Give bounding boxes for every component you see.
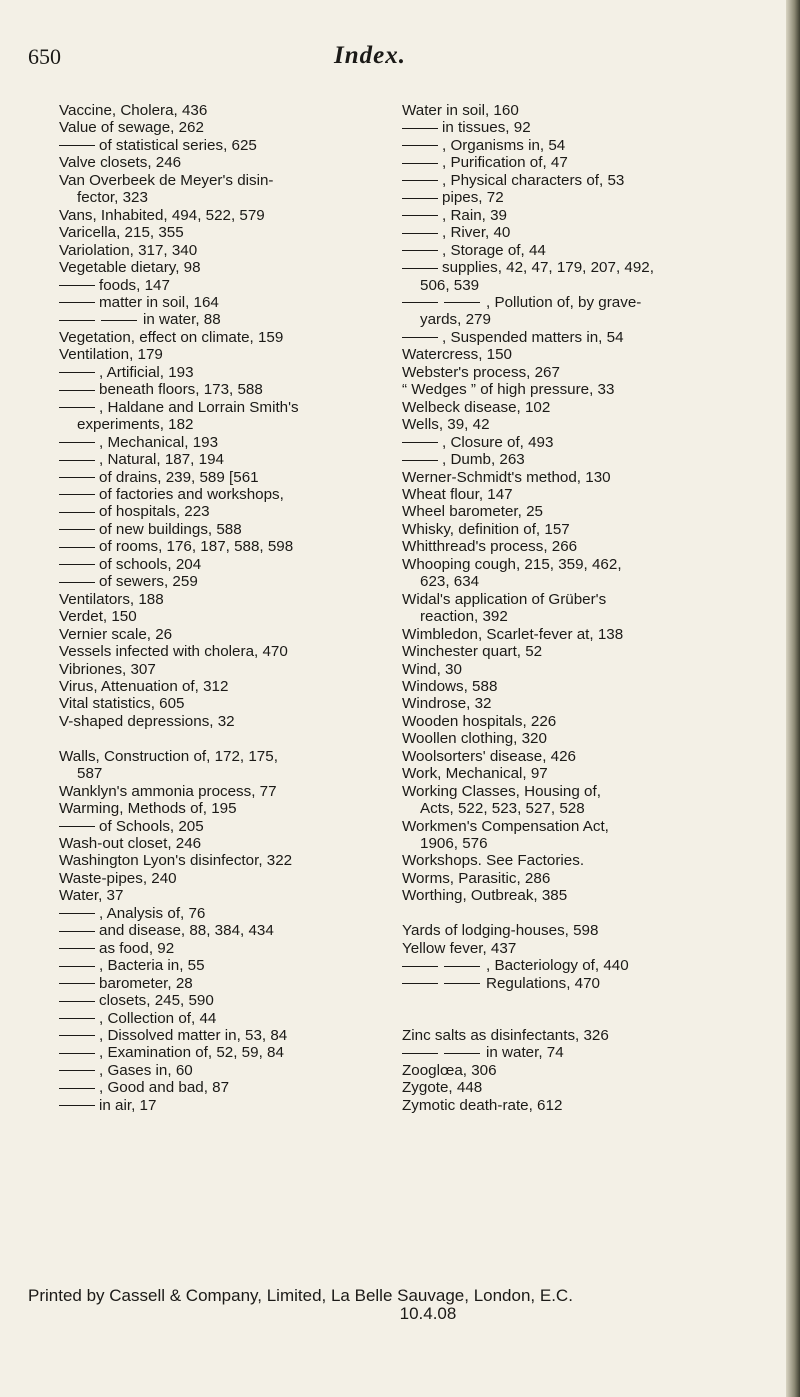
- entry-text: of Schools, 205: [99, 817, 204, 835]
- repeat-dash: [59, 372, 95, 373]
- index-subentry: [59, 1062, 389, 1079]
- entry-text: supplies, 42, 47, 179, 207, 492,: [442, 259, 654, 277]
- imprint-text: Printed by Cassell & Company, Limited, La Belle Sauvage, London, E.C.: [28, 1286, 573, 1305]
- index-entry: [402, 381, 778, 398]
- entry-text: in water, 74: [486, 1044, 564, 1062]
- repeat-dash: [59, 1053, 95, 1054]
- repeat-dash: [402, 180, 438, 181]
- repeat-dash: [59, 1035, 95, 1036]
- repeat-dash: [59, 320, 95, 321]
- index-subentry: [59, 381, 389, 398]
- entry-text: Warming, Methods of, 195: [59, 800, 237, 818]
- repeat-dash: [59, 1105, 95, 1106]
- entry-text: Wind, 30: [402, 660, 462, 678]
- index-subentry: [402, 242, 778, 259]
- index-entry: [402, 399, 778, 416]
- repeat-dash: [402, 198, 438, 199]
- entry-text: Washington Lyon's disinfector, 322: [59, 852, 293, 870]
- entry-text: foods, 147: [99, 276, 170, 294]
- index-subentry: [402, 189, 778, 206]
- index-entry: [59, 800, 389, 817]
- repeat-dash: [402, 145, 438, 146]
- entry-text: of factories and workshops,: [99, 485, 284, 503]
- entry-text: Vernier scale, 26: [59, 625, 173, 643]
- entry-text: experiments, 182: [77, 416, 194, 434]
- index-entry: [59, 643, 389, 660]
- index-subentry: [59, 1027, 389, 1044]
- entry-text: , Organisms in, 54: [442, 136, 566, 154]
- entry-text: “ Wedges ” of high pressure, 33: [402, 381, 615, 399]
- index-subentry: [59, 905, 389, 922]
- entry-text: Worms, Parasitic, 286: [402, 869, 551, 887]
- repeat-dash: [59, 442, 95, 443]
- repeat-dash: [59, 983, 95, 984]
- index-entry-continuation: [59, 416, 389, 433]
- index-entry: [59, 835, 389, 852]
- index-entry: [402, 346, 778, 363]
- index-subentry: [59, 364, 389, 381]
- entry-text: Working Classes, Housing of,: [402, 782, 601, 800]
- repeat-dash: [402, 966, 438, 967]
- repeat-dash: [402, 233, 438, 234]
- repeat-dash: [59, 145, 95, 146]
- entry-text: , Dissolved matter in, 53, 84: [99, 1027, 288, 1044]
- index-entry-continuation: [402, 277, 778, 294]
- index-subentry: [402, 172, 778, 189]
- entry-text: Windrose, 32: [402, 695, 492, 713]
- entry-text: Vegetable dietary, 98: [59, 259, 201, 277]
- index-entry: [402, 626, 778, 643]
- entry-text: Wells, 39, 42: [402, 416, 490, 434]
- index-subentry: [59, 486, 389, 503]
- entry-text: Yellow fever, 437: [402, 939, 517, 957]
- entry-text: Whisky, definition of, 157: [402, 520, 570, 538]
- entry-text: , Suspended matters in, 54: [442, 328, 624, 346]
- entry-text: Acts, 522, 523, 527, 528: [420, 800, 585, 818]
- index-entry-continuation: [402, 608, 778, 625]
- entry-text: Valve closets, 246: [59, 154, 182, 172]
- entry-text: Vegetation, effect on climate, 159: [59, 328, 284, 346]
- repeat-dash: [59, 564, 95, 565]
- page-number: 650: [28, 44, 61, 69]
- running-title: Index.: [334, 42, 406, 69]
- index-entry: [59, 329, 389, 346]
- index-entry: [402, 503, 778, 520]
- entry-text: reaction, 392: [420, 608, 508, 626]
- index-subentry: [59, 521, 389, 538]
- entry-text: , Pollution of, by grave-: [486, 293, 642, 311]
- entry-text: Waste-pipes, 240: [59, 869, 177, 887]
- repeat-dash: [444, 983, 480, 984]
- repeat-dash: [59, 1001, 95, 1002]
- index-entry: [402, 1097, 778, 1114]
- index-entry: [402, 695, 778, 712]
- index-entry-continuation: [402, 573, 778, 590]
- entry-text: Zinc salts as disinfectants, 326: [402, 1026, 609, 1044]
- index-entry: [402, 922, 778, 939]
- index-entry-continuation: [402, 311, 778, 328]
- index-entry: [59, 695, 389, 712]
- entry-text: Workshops. See Factories.: [402, 852, 585, 870]
- entry-text: Workmen's Compensation Act,: [402, 817, 609, 835]
- index-entry: [402, 765, 778, 782]
- index-column-left: [59, 102, 389, 1114]
- blank-line: [402, 1010, 778, 1027]
- entry-text: fector, 323: [77, 189, 148, 207]
- entry-text: , Gases in, 60: [99, 1061, 193, 1079]
- index-subentry: [402, 1044, 778, 1061]
- repeat-dash: [59, 913, 95, 914]
- entry-text: Water, 37: [59, 887, 124, 905]
- index-subentry: [402, 259, 778, 276]
- entry-text: Zygote, 448: [402, 1079, 483, 1097]
- index-subentry: [59, 311, 389, 328]
- index-entry: [59, 626, 389, 643]
- entry-text: Yards of lodging-houses, 598: [402, 922, 599, 940]
- index-entry: [402, 887, 778, 904]
- repeat-dash: [402, 337, 438, 338]
- entry-text: Water in soil, 160: [402, 102, 519, 119]
- index-subentry: [59, 434, 389, 451]
- index-subentry: [59, 399, 389, 416]
- entry-text: Vaccine, Cholera, 436: [59, 102, 208, 119]
- index-entry: [59, 259, 389, 276]
- entry-text: , Purification of, 47: [442, 154, 568, 172]
- book-spine-edge: [786, 0, 800, 1397]
- entry-text: barometer, 28: [99, 974, 193, 992]
- repeat-dash: [444, 302, 480, 303]
- index-subentry: [59, 1097, 389, 1114]
- index-entry: [402, 713, 778, 730]
- entry-text: Vessels infected with cholera, 470: [59, 643, 288, 661]
- repeat-dash: [59, 302, 95, 303]
- repeat-dash: [402, 163, 438, 164]
- index-entry: [402, 556, 778, 573]
- entry-text: , Natural, 187, 194: [99, 451, 224, 469]
- entry-text: Ventilation, 179: [59, 346, 163, 364]
- index-entry: [59, 661, 389, 678]
- index-entry: [59, 242, 389, 259]
- entry-text: Winchester quart, 52: [402, 643, 543, 661]
- index-entry: [402, 783, 778, 800]
- index-subentry: [59, 1079, 389, 1096]
- entry-text: Verdet, 150: [59, 608, 137, 626]
- repeat-dash: [402, 983, 438, 984]
- index-subentry: [59, 137, 389, 154]
- index-entry: [402, 818, 778, 835]
- entry-text: Windows, 588: [402, 677, 498, 695]
- entry-text: Variolation, 317, 340: [59, 241, 198, 259]
- entry-text: of new buildings, 588: [99, 520, 242, 538]
- index-entry: [402, 538, 778, 555]
- index-entry: [402, 678, 778, 695]
- index-entry: [402, 1027, 778, 1044]
- index-entry: [59, 154, 389, 171]
- entry-text: Varicella, 215, 355: [59, 224, 184, 242]
- entry-text: Vibriones, 307: [59, 660, 156, 678]
- index-entry: [59, 119, 389, 136]
- index-subentry: [402, 137, 778, 154]
- repeat-dash: [59, 826, 95, 827]
- entry-text: Wheat flour, 147: [402, 485, 513, 503]
- entry-text: in water, 88: [143, 311, 221, 329]
- index-subentry: [402, 975, 778, 992]
- index-subentry: [59, 975, 389, 992]
- index-subentry: [59, 957, 389, 974]
- entry-text: Webster's process, 267: [402, 363, 560, 381]
- entry-text: Van Overbeek de Meyer's disin-: [59, 171, 274, 189]
- entry-text: Virus, Attenuation of, 312: [59, 677, 229, 695]
- repeat-dash: [402, 460, 438, 461]
- entry-text: of schools, 204: [99, 555, 202, 573]
- entry-text: of hospitals, 223: [99, 503, 210, 521]
- index-subentry: [402, 329, 778, 346]
- index-entry: [402, 852, 778, 869]
- entry-text: Value of sewage, 262: [59, 119, 204, 137]
- entry-text: in tissues, 92: [442, 119, 531, 137]
- repeat-dash: [59, 931, 95, 932]
- index-subentry: [59, 556, 389, 573]
- entry-text: , Dumb, 263: [442, 451, 525, 469]
- index-entry: [59, 346, 389, 363]
- repeat-dash: [59, 460, 95, 461]
- index-subentry: [59, 469, 389, 486]
- entry-text: Werner-Schmidt's method, 130: [402, 468, 611, 486]
- index-entry: [59, 678, 389, 695]
- index-subentry: [402, 224, 778, 241]
- index-subentry: [59, 451, 389, 468]
- index-subentry: [59, 277, 389, 294]
- entry-text: closets, 245, 590: [99, 992, 214, 1010]
- entry-text: of statistical series, 625: [99, 136, 257, 154]
- repeat-dash: [59, 285, 95, 286]
- repeat-dash: [59, 1070, 95, 1071]
- index-subentry: [59, 503, 389, 520]
- repeat-dash: [59, 966, 95, 967]
- entry-text: Vans, Inhabited, 494, 522, 579: [59, 206, 265, 224]
- entry-text: , Examination of, 52, 59, 84: [99, 1044, 284, 1062]
- entry-text: , Closure of, 493: [442, 433, 554, 451]
- index-entry: [59, 207, 389, 224]
- repeat-dash: [59, 477, 95, 478]
- index-entry: [59, 852, 389, 869]
- repeat-dash: [59, 512, 95, 513]
- blank-line: [402, 905, 778, 922]
- repeat-dash: [402, 302, 438, 303]
- entry-text: , River, 40: [442, 224, 511, 242]
- index-entry: [402, 486, 778, 503]
- index-entry: [59, 224, 389, 241]
- repeat-dash: [59, 407, 95, 408]
- index-entry: [59, 748, 389, 765]
- entry-text: Walls, Construction of, 172, 175,: [59, 747, 278, 765]
- repeat-dash: [59, 494, 95, 495]
- entry-text: , Analysis of, 76: [99, 904, 206, 922]
- index-entry-continuation: [59, 189, 389, 206]
- entry-text: Worthing, Outbreak, 385: [402, 887, 568, 905]
- entry-text: of rooms, 176, 187, 588, 598: [99, 538, 294, 556]
- entry-text: , Storage of, 44: [442, 241, 546, 259]
- index-subentry: [402, 294, 778, 311]
- entry-text: Regulations, 470: [486, 974, 600, 992]
- index-entry: [402, 416, 778, 433]
- entry-text: Wheel barometer, 25: [402, 503, 543, 521]
- blank-line: [402, 992, 778, 1009]
- entry-text: in air, 17: [99, 1096, 157, 1114]
- index-subentry: [402, 119, 778, 136]
- repeat-dash: [402, 128, 438, 129]
- entry-text: Zooglœa, 306: [402, 1061, 497, 1079]
- entry-text: , Rain, 39: [442, 206, 508, 224]
- entry-text: Wooden hospitals, 226: [402, 712, 557, 730]
- entry-text: , Good and bad, 87: [99, 1079, 230, 1097]
- repeat-dash: [444, 1053, 480, 1054]
- index-entry: [59, 172, 389, 189]
- repeat-dash: [59, 582, 95, 583]
- repeat-dash: [59, 529, 95, 530]
- entry-text: Wanklyn's ammonia process, 77: [59, 782, 277, 800]
- print-date: 10.4.08: [399, 1304, 457, 1323]
- entry-text: , Haldane and Lorrain Smith's: [99, 398, 299, 416]
- repeat-dash: [101, 320, 137, 321]
- index-entry: [402, 364, 778, 381]
- entry-text: of drains, 239, 589 [561: [99, 468, 259, 486]
- index-subentry: [402, 207, 778, 224]
- repeat-dash: [402, 250, 438, 251]
- entry-text: , Bacteriology of, 440: [486, 957, 629, 975]
- entry-text: pipes, 72: [442, 189, 504, 207]
- index-entry: [59, 713, 389, 730]
- entry-text: and disease, 88, 384, 434: [99, 922, 274, 940]
- entry-text: Work, Mechanical, 97: [402, 765, 548, 783]
- entry-text: Woollen clothing, 320: [402, 730, 547, 748]
- repeat-dash: [444, 966, 480, 967]
- repeat-dash: [59, 1088, 95, 1089]
- index-subentry: [59, 1010, 389, 1027]
- entry-text: , Mechanical, 193: [99, 433, 219, 451]
- entry-text: Zymotic death-rate, 612: [402, 1096, 563, 1114]
- index-entry: [59, 887, 389, 904]
- index-subentry: [59, 922, 389, 939]
- index-subentry: [59, 573, 389, 590]
- index-subentry: [59, 992, 389, 1009]
- entry-text: Whooping cough, 215, 359, 462,: [402, 555, 622, 573]
- index-entry: [402, 730, 778, 747]
- entry-text: Wimbledon, Scarlet-fever at, 138: [402, 625, 624, 643]
- blank-line: [59, 730, 389, 747]
- entry-text: beneath floors, 173, 588: [99, 381, 263, 399]
- index-entry: [402, 102, 778, 119]
- repeat-dash: [402, 442, 438, 443]
- index-entry: [59, 870, 389, 887]
- index-subentry: [59, 940, 389, 957]
- index-entry: [402, 748, 778, 765]
- printer-imprint: [28, 1286, 788, 1324]
- index-entry: [59, 783, 389, 800]
- index-subentry: [402, 957, 778, 974]
- index-entry: [402, 870, 778, 887]
- entry-text: Woolsorters' disease, 426: [402, 747, 576, 765]
- index-subentry: [402, 434, 778, 451]
- index-subentry: [59, 818, 389, 835]
- entry-text: Wash-out closet, 246: [59, 835, 202, 853]
- index-entry: [59, 102, 389, 119]
- index-entry-continuation: [402, 835, 778, 852]
- entry-text: Watercress, 150: [402, 346, 513, 364]
- entry-text: matter in soil, 164: [99, 293, 219, 311]
- index-column-right: [402, 102, 778, 1114]
- entry-text: Welbeck disease, 102: [402, 398, 551, 416]
- repeat-dash: [59, 390, 95, 391]
- entry-text: Widal's application of Grüber's: [402, 590, 607, 608]
- index-entry: [59, 608, 389, 625]
- repeat-dash: [59, 547, 95, 548]
- entry-text: 1906, 576: [420, 835, 488, 853]
- index-entry: [402, 521, 778, 538]
- index-subentry: [59, 538, 389, 555]
- index-entry: [402, 940, 778, 957]
- index-entry: [59, 591, 389, 608]
- index-entry: [402, 591, 778, 608]
- repeat-dash: [59, 1018, 95, 1019]
- repeat-dash: [402, 268, 438, 269]
- entry-text: 623, 634: [420, 573, 480, 591]
- index-subentry: [59, 1044, 389, 1061]
- index-subentry: [402, 451, 778, 468]
- repeat-dash: [59, 948, 95, 949]
- repeat-dash: [402, 1053, 438, 1054]
- index-entry: [402, 1079, 778, 1096]
- entry-text: Whitthread's process, 266: [402, 538, 578, 556]
- index-subentry: [402, 154, 778, 171]
- entry-text: 587: [77, 765, 103, 783]
- entry-text: Vital statistics, 605: [59, 695, 185, 713]
- entry-text: of sewers, 259: [99, 573, 198, 591]
- index-entry-continuation: [59, 765, 389, 782]
- entry-text: , Bacteria in, 55: [99, 957, 205, 975]
- index-entry: [402, 661, 778, 678]
- index-entry: [402, 469, 778, 486]
- entry-text: yards, 279: [420, 311, 491, 329]
- repeat-dash: [402, 215, 438, 216]
- entry-text: as food, 92: [99, 939, 175, 957]
- entry-text: Ventilators, 188: [59, 590, 164, 608]
- entry-text: V-shaped depressions, 32: [59, 712, 235, 730]
- index-subentry: [59, 294, 389, 311]
- index-entry: [402, 643, 778, 660]
- entry-text: 506, 539: [420, 276, 480, 294]
- entry-text: , Collection of, 44: [99, 1009, 217, 1027]
- entry-text: , Physical characters of, 53: [442, 171, 625, 189]
- entry-text: , Artificial, 193: [99, 363, 194, 381]
- index-entry-continuation: [402, 800, 778, 817]
- index-entry: [402, 1062, 778, 1079]
